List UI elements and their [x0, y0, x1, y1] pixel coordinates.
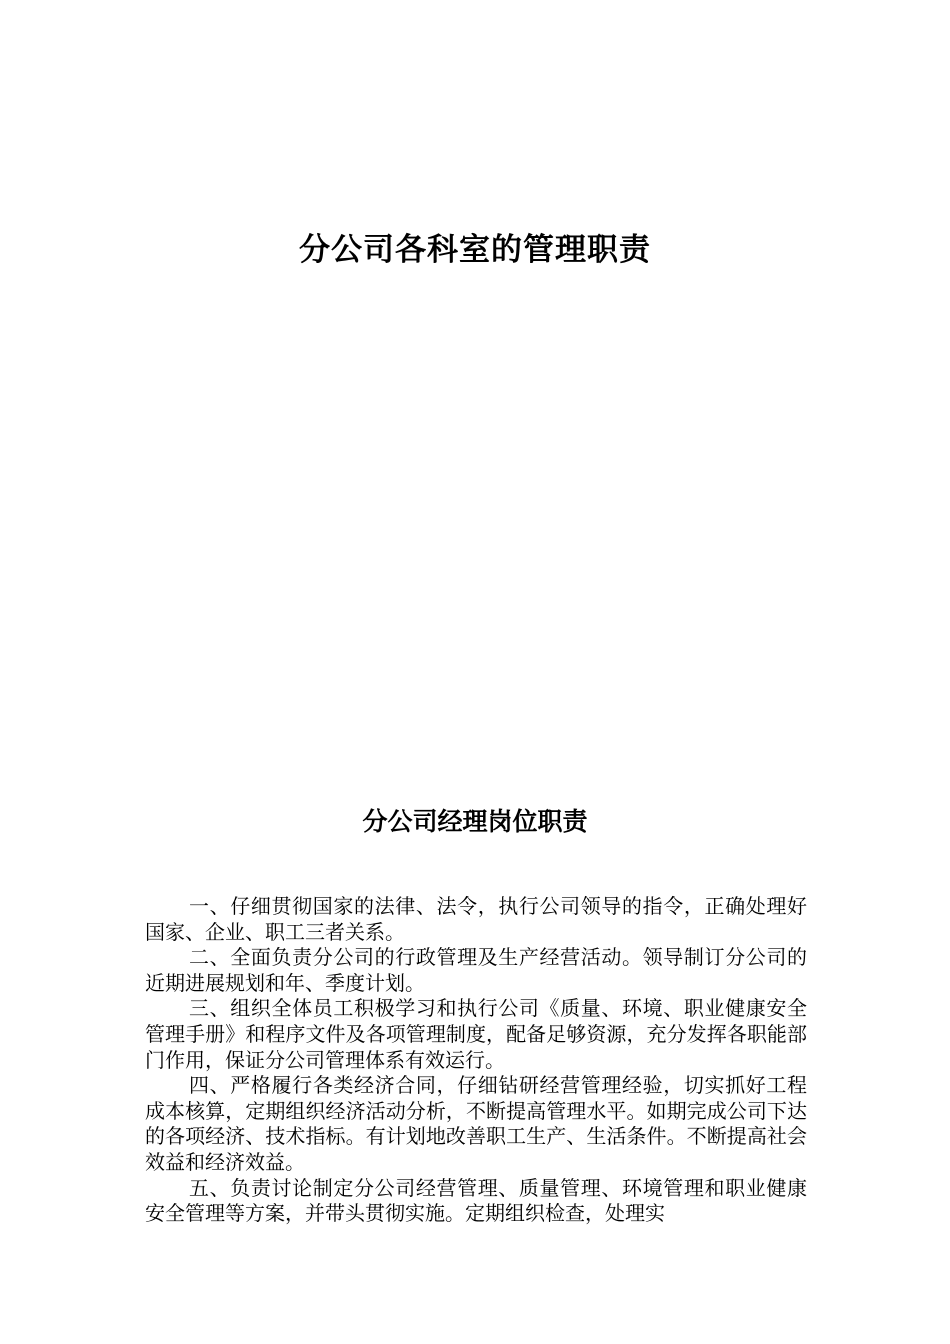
paragraph-2: 二、全面负责分公司的行政管理及生产经营活动。领导制订分公司的近期进展规划和年、季度计划。 [145, 945, 807, 995]
paragraph-3: 三、组织全体员工积极学习和执行公司《质量、环境、职业健康安全管理手册》和程序文件及各项管理制度，配备足够资源，充分发挥各职能部门作用，保证分公司管理体系有效运行。 [145, 996, 807, 1072]
paragraph-1: 一、仔细贯彻国家的法律、法令，执行公司领导的指令，正确处理好国家、企业、职工三者关系。 [145, 894, 807, 944]
section-body [145, 894, 807, 1234]
document-title: 分公司各科室的管理职责 [299, 232, 651, 268]
section-title: 分公司经理岗位职责 [362, 807, 588, 836]
paragraph-5: 五、负责讨论制定分公司经营管理、质量管理、环境管理和职业健康安全管理等方案，并带头贯彻实施。定期组织检查，处理实 [145, 1175, 807, 1226]
paragraph-4: 四、严格履行各类经济合同，仔细钻研经营管理经验，切实抓好工程成本核算，定期组织经济活动分析，不断提高管理水平。如期完成公司下达的各项经济、技术指标。有计划地改善职工生产、生活条件。不断提高社会效益和经济效益。 [145, 1073, 807, 1174]
